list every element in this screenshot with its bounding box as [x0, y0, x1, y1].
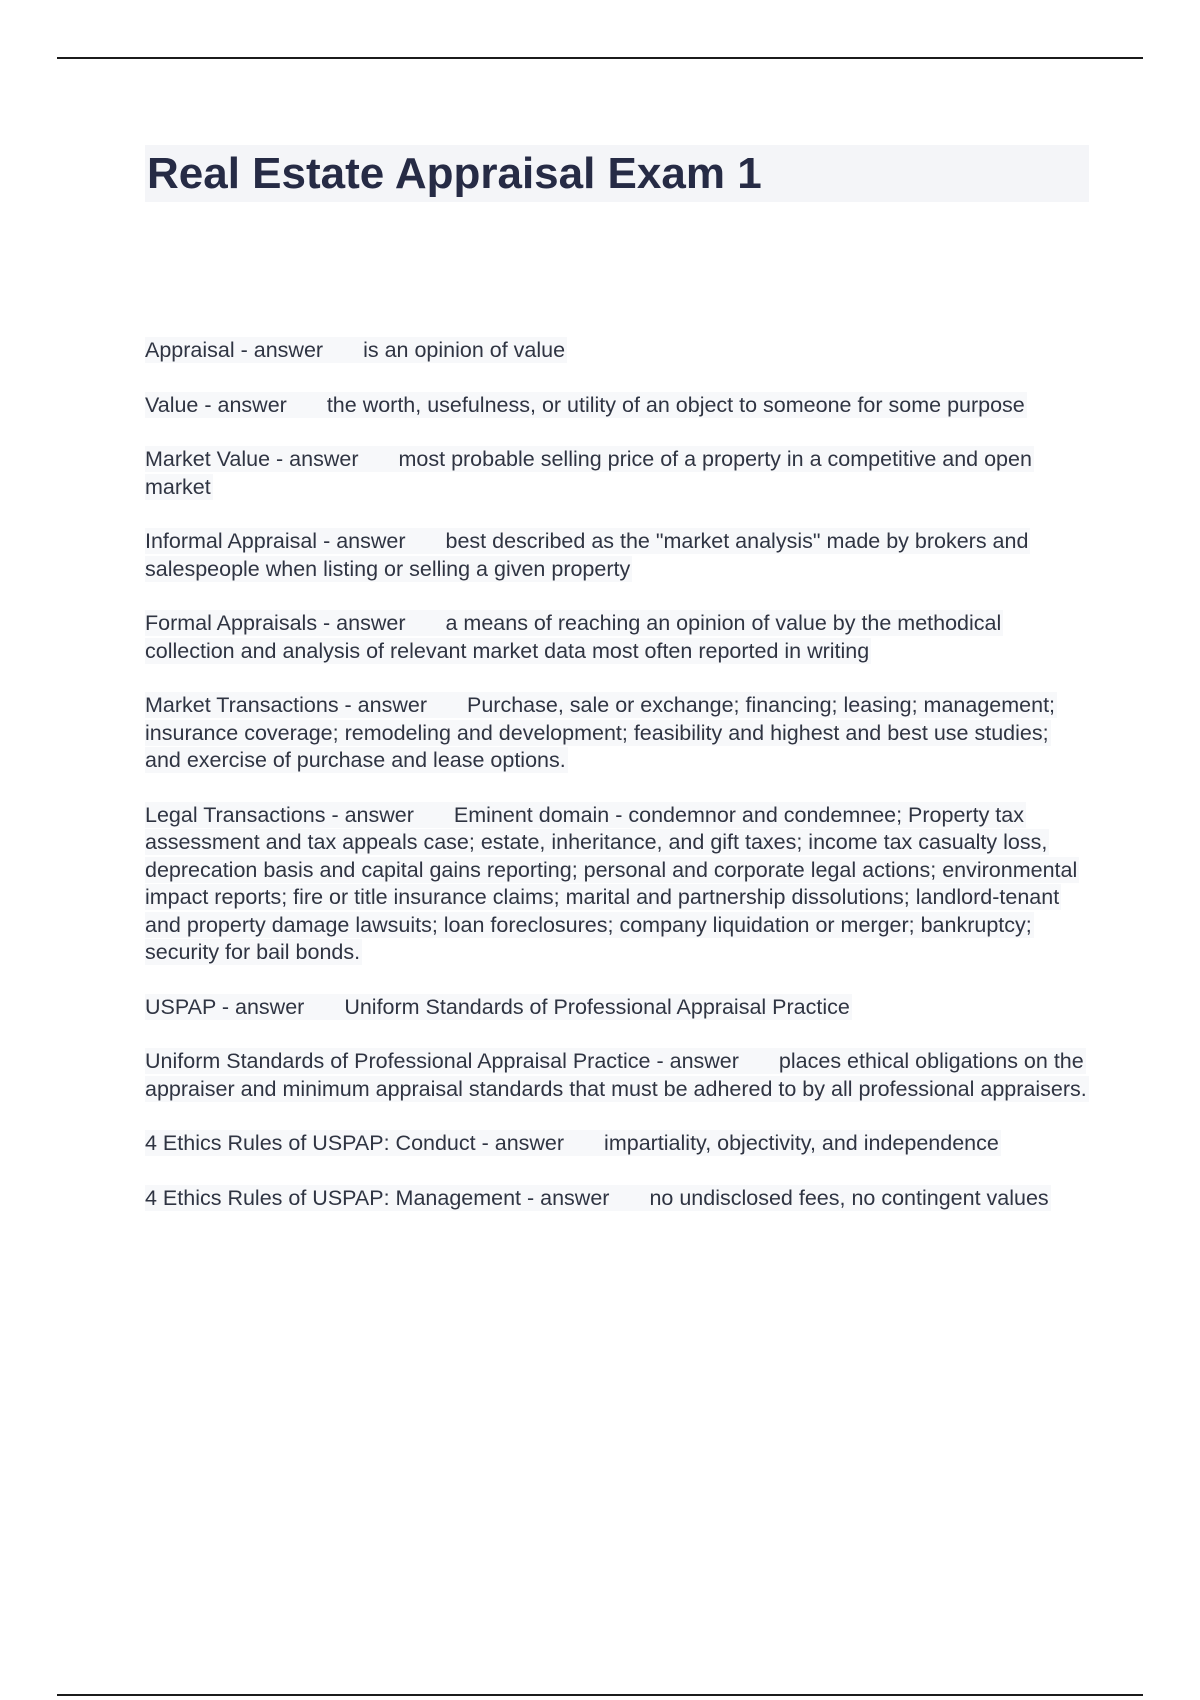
flashcard — [145, 337, 1090, 365]
flashcard — [145, 1048, 1090, 1103]
flashcard — [145, 610, 1090, 665]
card-term: Market Value — [145, 447, 271, 471]
flashcard — [145, 994, 1090, 1022]
flashcard-list — [145, 337, 1090, 1239]
answer-label: - answer — [317, 611, 406, 635]
card-definition: Eminent domain - condemnor and condemnee; Property tax assessment and tax appeals case; estate, inheritance, and gift taxes; income tax casualty loss, deprecation basis and capital gains reporting; personal and corporate legal actions; environmental impact reports; fire or title insurance claims; marital and partnership dissolutions; landlord-tenant and property damage lawsuits; loan foreclosures; company liquidation or merger; bankruptcy; security for bail bonds. — [145, 802, 1078, 964]
card-definition: a means of reaching an opinion of value by the methodical collection and analysis of relevant market data most often reported in writing — [145, 611, 1002, 663]
card-term: Uniform Standards of Professional Appraisal Practice — [145, 1049, 651, 1073]
answer-label: - answer — [215, 994, 305, 1019]
bottom-rule — [57, 1694, 1143, 1696]
flashcard — [145, 692, 1090, 775]
answer-label: - answer — [234, 338, 324, 362]
card-definition: places ethical obligations on the appraiser and minimum appraisal standards that must be adhered to by all professional appraisers. — [145, 1049, 1087, 1101]
flashcard — [145, 1185, 1090, 1213]
card-term: USPAP — [145, 994, 216, 1019]
card-definition: the worth, usefulness, or utility of an object to someone for some purpose — [326, 392, 1025, 417]
top-rule — [57, 57, 1143, 59]
flashcard — [145, 802, 1090, 967]
card-term: 4 Ethics Rules of USPAP: Conduct — [145, 1131, 476, 1155]
card-definition: no undisclosed fees, no contingent values — [649, 1185, 1049, 1210]
card-term: Legal Transactions — [145, 802, 326, 827]
card-term: Informal Appraisal — [145, 529, 318, 553]
title-block — [145, 145, 1089, 202]
answer-label: - answer — [475, 1131, 565, 1155]
answer-label: - answer — [338, 693, 427, 717]
card-definition: Purchase, sale or exchange; financing; leasing; management; insurance coverage; remodeling and development; feasibility and highest and best use studies; and exercise of purchase and lease options. — [145, 693, 1056, 772]
answer-label: - answer — [198, 392, 287, 417]
answer-label: - answer — [270, 447, 359, 471]
flashcard — [145, 1130, 1090, 1158]
card-definition: is an opinion of value — [363, 338, 566, 362]
answer-label: - answer — [317, 529, 406, 553]
card-definition: impartiality, objectivity, and independence — [604, 1131, 999, 1155]
card-definition: best described as the "market analysis" made by brokers and salespeople when listing or selling a given property — [145, 529, 1029, 581]
answer-label: - answer — [521, 1185, 610, 1210]
flashcard — [145, 446, 1090, 501]
answer-label: - answer — [325, 802, 414, 827]
flashcard — [145, 528, 1090, 583]
card-definition: most probable selling price of a property in a competitive and open market — [145, 447, 1032, 499]
card-definition: Uniform Standards of Professional Appraisal Practice — [344, 994, 850, 1019]
flashcard — [145, 392, 1090, 420]
page-title: Real Estate Appraisal Exam 1 — [147, 149, 762, 198]
card-term: Formal Appraisals — [145, 611, 318, 635]
card-term: Appraisal — [145, 338, 235, 362]
card-term: Value — [145, 392, 199, 417]
card-term: Market Transactions — [145, 693, 339, 717]
card-term: 4 Ethics Rules of USPAP: Management — [145, 1185, 522, 1210]
answer-label: - answer — [650, 1049, 739, 1073]
